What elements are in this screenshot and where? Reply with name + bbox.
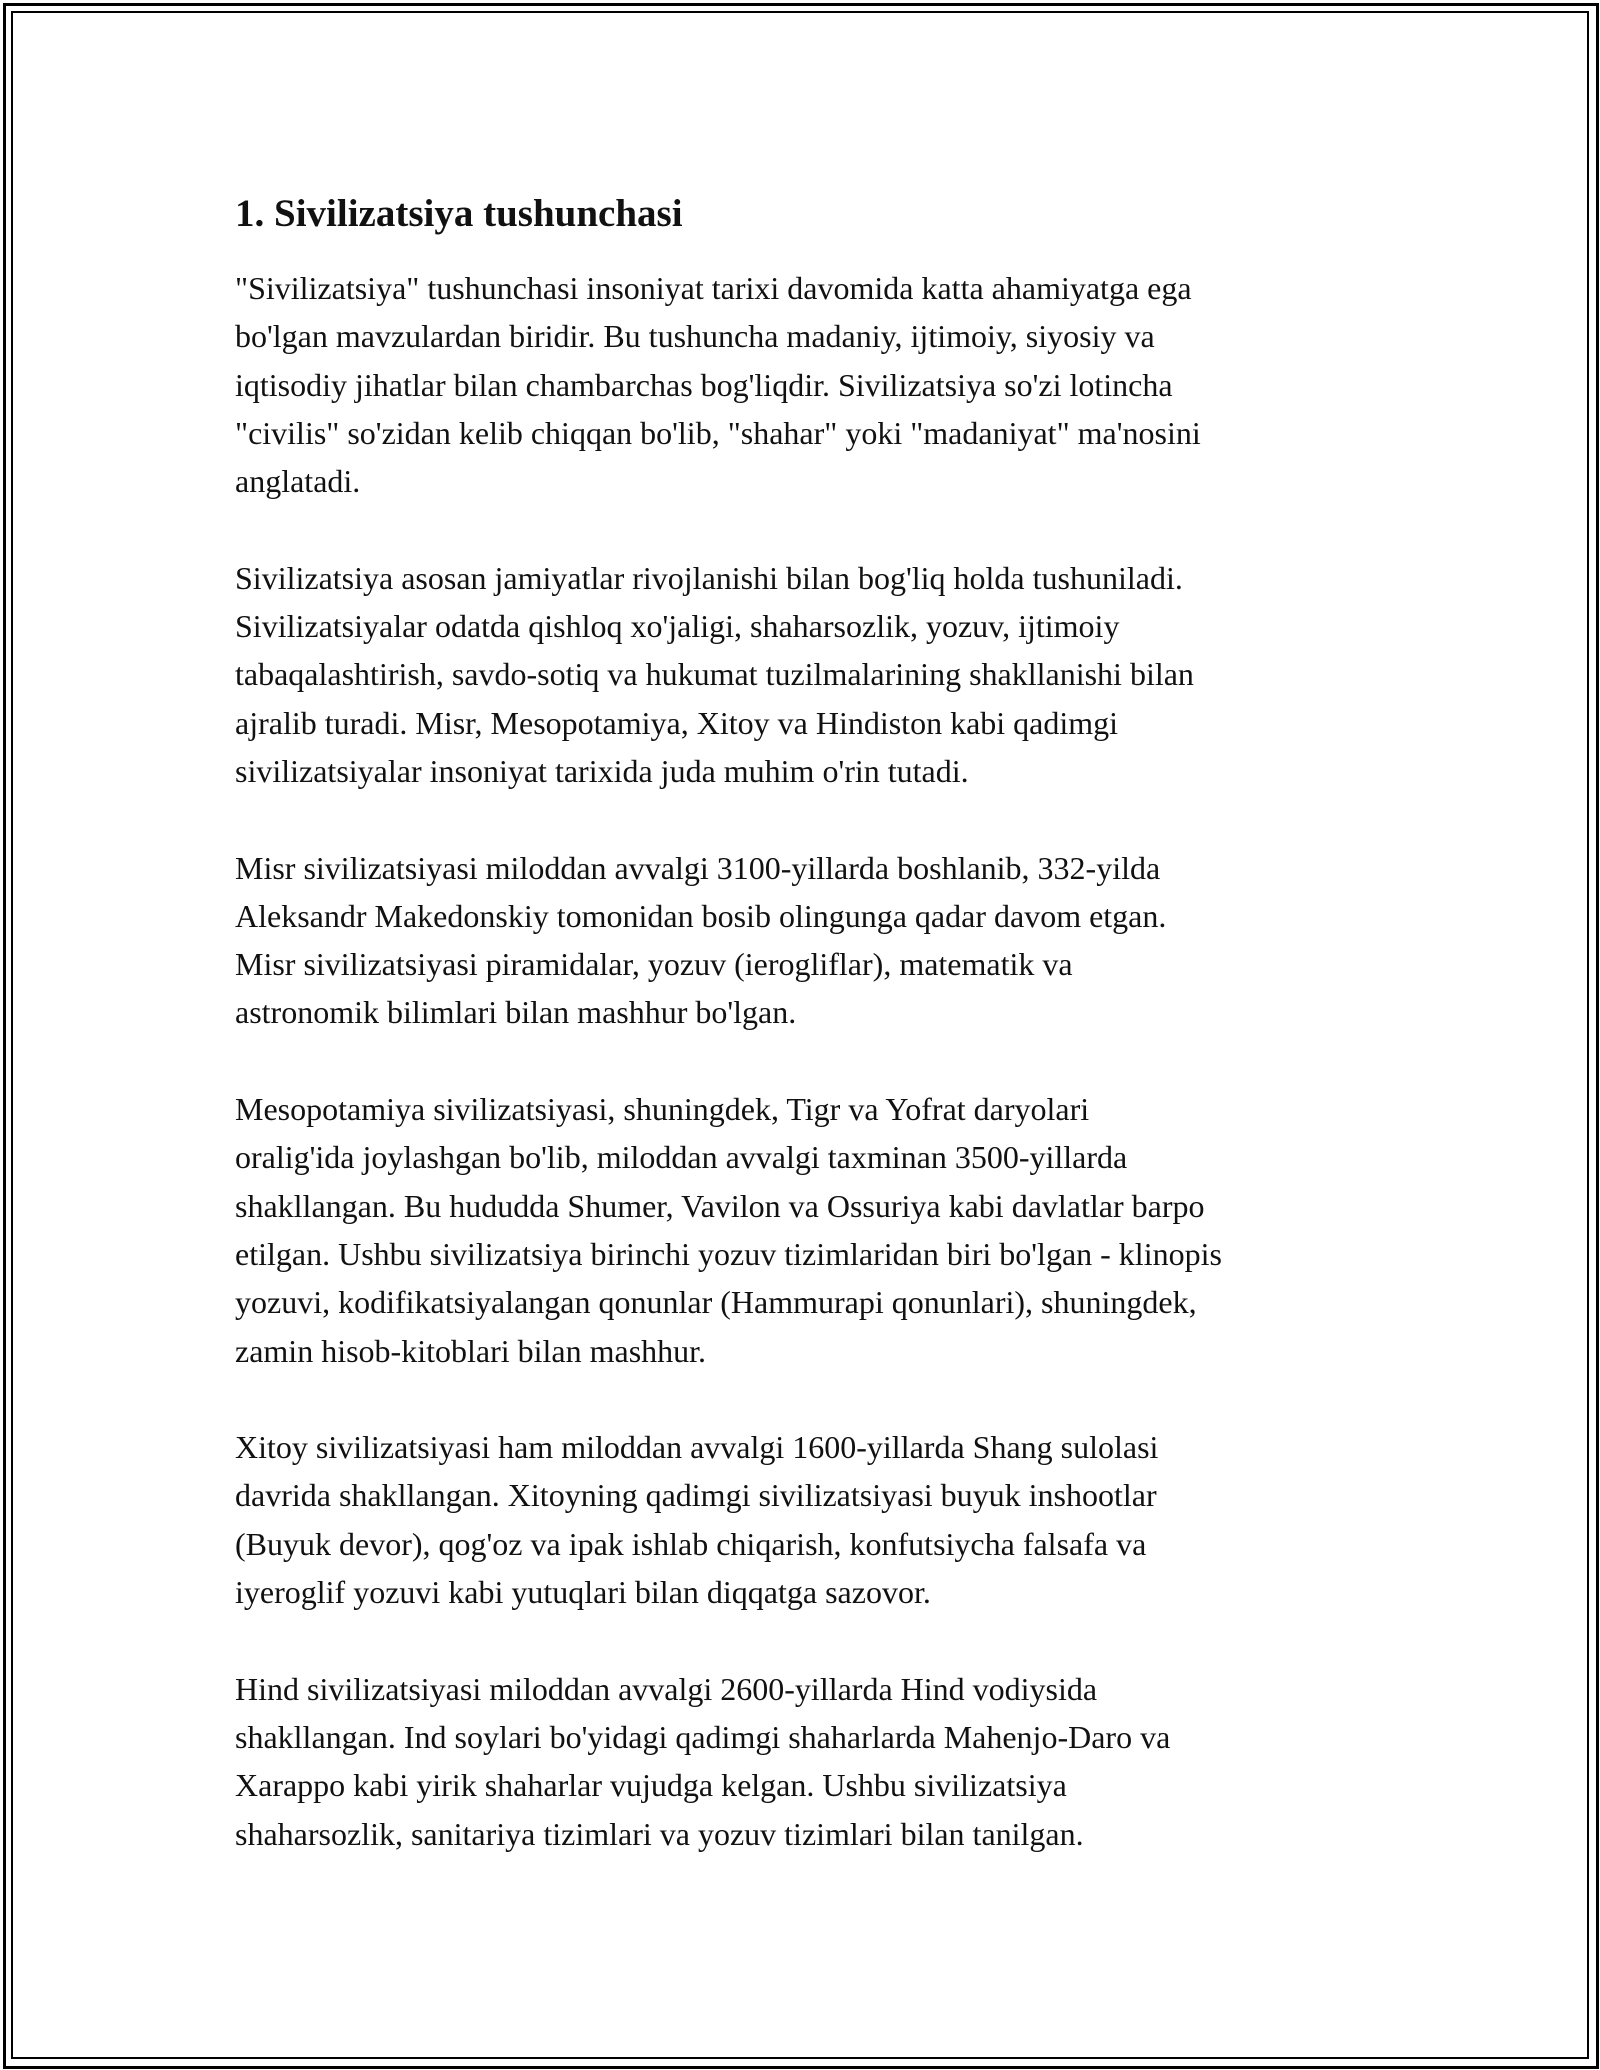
paragraph-definition [235,264,1395,505]
text-line: "civilis" so'zidan kelib chiqqan bo'lib, "shahar" yoki "madaniyat" ma'nosini [235,414,1201,451]
text-line: iyeroglif yozuvi kabi yutuqlari bilan diqqatga sazovor. [235,1574,931,1611]
text-line: bo'lgan mavzulardan biridir. Bu tushuncha madaniy, ijtimoiy, siyosiy va [235,318,1155,355]
text-line: Hind sivilizatsiyasi miloddan avvalgi 2600-yillarda Hind vodiysida [235,1670,1098,1707]
text-line: (Buyuk devor), qog'oz va ipak ishlab chiqarish, konfutsiycha falsafa va [235,1525,1147,1562]
paragraph-egypt [235,844,1395,1037]
text-line: sivilizatsiyalar insoniyat tarixida juda muhim o'rin tutadi. [235,752,969,789]
text-line: Misr sivilizatsiyasi miloddan avvalgi 3100-yillarda boshlanib, 332-yilda [235,849,1161,886]
paragraph-china [235,1423,1395,1616]
text-line: ajralib turadi. Misr, Mesopotamiya, Xitoy va Hindiston kabi qadimgi [235,704,1119,741]
document-body [235,186,1395,1906]
text-line: yozuvi, kodifikatsiyalangan qonunlar (Hammurapi qonunlari), shuningdek, [235,1284,1197,1321]
paragraph-society [235,554,1395,795]
text-line: Sivilizatsiya asosan jamiyatlar rivojlanishi bilan bog'liq holda tushuniladi. [235,559,1183,596]
text-line: davrida shakllangan. Xitoyning qadimgi sivilizatsiyasi buyuk inshootlar [235,1477,1157,1514]
text-line: Misr sivilizatsiyasi piramidalar, yozuv (ierogliflar), matematik va [235,946,1073,983]
text-line: Aleksandr Makedonskiy tomonidan bosib olingunga qadar davom etgan. [235,897,1167,934]
text-line: oralig'ida joylashgan bo'lib, miloddan avvalgi taxminan 3500-yillarda [235,1139,1128,1176]
text-line: Mesopotamiya sivilizatsiyasi, shuningdek, Tigr va Yofrat daryolari [235,1091,1090,1128]
text-line: iqtisodiy jihatlar bilan chambarchas bog'liqdir. Sivilizatsiya so'zi lotincha [235,366,1173,403]
page-title: 1. Sivilizatsiya tushunchasi [235,192,683,235]
text-line: "Sivilizatsiya" tushunchasi insoniyat tarixi davomida katta ahamiyatga ega [235,270,1192,306]
text-line: shakllangan. Bu hududda Shumer, Vavilon va Ossuriya kabi davlatlar barpo [235,1187,1205,1224]
text-line: Xitoy sivilizatsiyasi ham miloddan avvalgi 1600-yillarda Shang sulolasi [235,1429,1159,1466]
text-line: zamin hisob-kitoblari bilan mashhur. [235,1332,707,1369]
paragraph-india [235,1665,1395,1858]
text-line: tabaqalashtirish, savdo-sotiq va hukumat tuzilmalarining shakllanishi bilan [235,656,1194,693]
text-line: anglatadi. [235,463,361,500]
paragraph-mesopotamia [235,1085,1395,1375]
text-line: etilgan. Ushbu sivilizatsiya birinchi yozuv tizimlaridan biri bo'lgan - klinopis [235,1235,1222,1272]
text-line: Sivilizatsiyalar odatda qishloq xo'jaligi, shaharsozlik, yozuv, ijtimoiy [235,608,1120,645]
text-line: Xarappo kabi yirik shaharlar vujudga kelgan. Ushbu sivilizatsiya [235,1767,1067,1804]
text-line: shaharsozlik, sanitariya tizimlari va yozuv tizimlari bilan tanilgan. [235,1815,1084,1852]
text-line: shakllangan. Ind soylari bo'yidagi qadimgi shaharlarda Mahenjo-Daro va [235,1718,1171,1755]
text-line: astronomik bilimlari bilan mashhur bo'lgan. [235,994,797,1031]
